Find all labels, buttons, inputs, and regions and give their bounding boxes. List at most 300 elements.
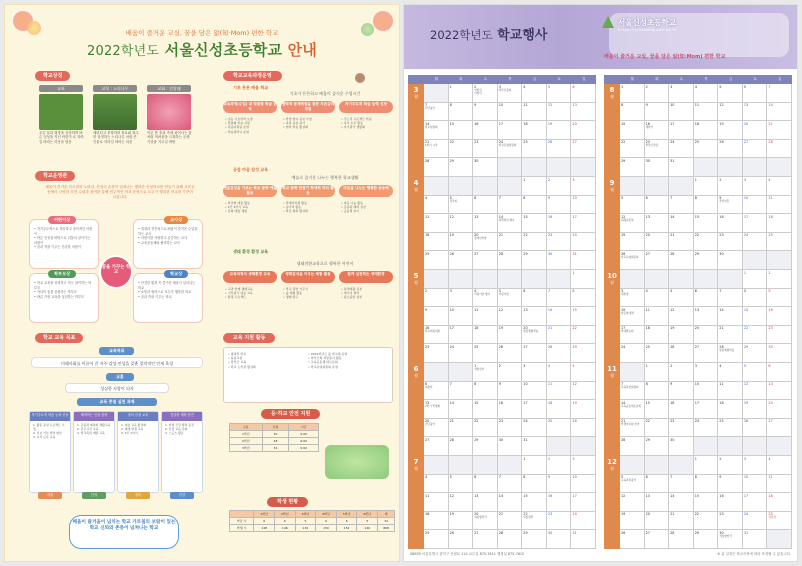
- weekday-label: 토: [557, 77, 561, 81]
- edu-banner: 교육과정의 생태환경 교육: [223, 271, 277, 283]
- month-grid: [424, 177, 596, 270]
- weekday-label: 수: [483, 77, 488, 81]
- calendar-day-cell: [522, 363, 547, 382]
- calendar-day-cell: [718, 530, 743, 549]
- symbol-desc: 세련되고 웅장하며 풍요와 장수를 상징하는 느티나무 처럼 큰 인물로 자라길 바라는 마음: [93, 131, 139, 144]
- calendar-day-cell: [694, 475, 722, 494]
- calendar-day-cell: [694, 530, 719, 549]
- edu-col-text: • 주도적 프로젝트 학습 • 독서 토론 활동 • 자기평가 생활화: [341, 117, 372, 130]
- calendar-day-cell: [743, 233, 768, 252]
- vision-header: 학교운영관: [35, 171, 75, 181]
- day-number: 31: [523, 437, 528, 442]
- calendar-day-cell: [743, 196, 768, 215]
- day-number: 14: [449, 400, 454, 405]
- calendar-day-cell: [449, 84, 477, 103]
- calendar-day-cell: [449, 475, 477, 494]
- month-grid: [620, 363, 792, 456]
- calendar-day-cell: [645, 177, 670, 196]
- day-number: 23: [547, 233, 553, 238]
- day-number: 25: [425, 530, 430, 535]
- month-label: 4 월: [408, 177, 424, 270]
- edu-banner: 협력적 문제해결을 통한 자존감의 경험: [281, 102, 335, 111]
- day-number: 21: [498, 512, 504, 517]
- day-number: 17: [572, 214, 577, 219]
- month-grid: [424, 363, 596, 456]
- day-number: 26: [449, 251, 454, 256]
- calendar-day-cell: [767, 289, 792, 308]
- calendar-day-cell: [767, 307, 792, 326]
- day-number: 6: [474, 475, 477, 480]
- calendar-day-cell: [694, 214, 719, 233]
- day-number: 4: [547, 363, 551, 368]
- day-number: 4: [768, 177, 771, 182]
- calendar-day-cell: [522, 344, 547, 363]
- day-number: 1: [621, 84, 624, 89]
- calendar-day-cell: [424, 363, 449, 382]
- day-number: 9: [498, 382, 501, 387]
- calendar-event: 교육공동체토론회: [621, 404, 642, 408]
- calendar-day-cell: [498, 307, 523, 326]
- edu-col-text: • 교과 연계 생태교육 • 기후위기 대응 교육 • 환경 프로젝트: [225, 287, 253, 300]
- calendar-event: 학교설명회: [425, 125, 438, 129]
- table-row: 1학년 30 9:00: [230, 431, 319, 438]
- calendar-school-name: 서울신성초등학교: [618, 18, 676, 27]
- calendar-day-cell: [522, 437, 547, 456]
- calendar-day-cell: [645, 530, 670, 549]
- day-number: 15: [474, 400, 479, 405]
- calendar-day-cell: [473, 456, 498, 475]
- calendar-day-cell: [547, 251, 572, 270]
- day-number: 6: [474, 196, 477, 201]
- calendar-day-cell: [473, 419, 498, 438]
- day-number: 22: [572, 326, 577, 331]
- day-number: 22: [474, 419, 479, 424]
- calendar-day-cell: [718, 512, 743, 531]
- day-number: 15: [572, 307, 577, 312]
- day-number: 10: [498, 103, 504, 108]
- day-number: 11: [719, 382, 724, 387]
- day-number: 23: [498, 419, 504, 424]
- title-suffix: 안내: [287, 41, 317, 59]
- calendar-day-cell: [718, 84, 743, 103]
- calendar-event: 추석연휴: [719, 200, 730, 204]
- day-number: 19: [719, 121, 724, 126]
- calendar-day-cell: [767, 158, 792, 177]
- calendar-event: 교육과정설명회: [621, 386, 639, 390]
- vision-intro: 배움이 즐거운 가르침의 노력과, 신성의 존중이 넘쳐나는 행복한 신성학교를 만들기 위해 교육공동체의 다양한 의견 수렴과 참여를 통해 민주적인 학교 운영으로 모두가 행복한 학교를 가꾸어 나갑니다.: [45, 185, 195, 199]
- day-number: 21: [670, 512, 675, 517]
- edu-banner: 마음을 나누는 행복한 공동체: [339, 185, 393, 197]
- calendar-day-cell: [424, 214, 449, 233]
- day-number: 27: [425, 437, 430, 442]
- tasks-header: 교육 중점 실천 과제: [77, 398, 157, 406]
- calendar-day-cell: [645, 289, 673, 308]
- calendar-day-cell: [669, 382, 694, 401]
- calendar-day-cell: [743, 493, 768, 512]
- calendar-day-cell: [449, 493, 474, 512]
- calendar-event: 어린이날 행사: [474, 293, 490, 297]
- day-number: 13: [572, 103, 577, 108]
- day-number: 7: [621, 382, 624, 387]
- day-number: 12: [670, 307, 675, 312]
- calendar-day-cell: [449, 103, 477, 122]
- calendar-day-cell: [547, 382, 572, 401]
- calendar-event: 학부모총회: [498, 88, 512, 92]
- day-number: 14: [719, 307, 724, 312]
- day-number: 25: [425, 251, 430, 256]
- day-number: 8: [694, 475, 697, 480]
- calendar-day-cell: [449, 140, 474, 159]
- day-number: 11: [768, 196, 773, 201]
- edu-banner: 함께 실천하는 생태환경: [339, 271, 393, 283]
- day-number: 22: [523, 233, 528, 238]
- month-grid: [620, 84, 792, 177]
- day-number: 8: [474, 382, 477, 387]
- calendar-event: 대체공휴일: [621, 218, 634, 222]
- day-number: 26: [498, 344, 504, 349]
- day-number: 29: [743, 344, 749, 349]
- calendar-day-cell: [449, 419, 474, 438]
- day-number: 24: [670, 140, 675, 145]
- calendar-column-left: [408, 75, 596, 549]
- day-number: 20: [768, 400, 773, 405]
- calendar-day-cell: [571, 270, 596, 289]
- day-number: 19: [621, 512, 626, 517]
- calendar-day-cell: [718, 270, 743, 289]
- calendar-day-cell: [498, 84, 526, 103]
- calendar-day-cell: [645, 437, 670, 456]
- day-number: 25: [719, 419, 724, 424]
- day-number: 7: [547, 289, 551, 294]
- calendar-event: 교육과정평가: [621, 479, 637, 483]
- day-number: 20: [645, 512, 650, 517]
- month-label: 3 월: [408, 84, 424, 177]
- day-number: 28: [621, 437, 626, 442]
- calendar-day-cell: [620, 512, 645, 531]
- calendar-day-cell: [620, 437, 645, 456]
- day-number: 22: [743, 326, 749, 331]
- calendar-day-cell: [620, 103, 645, 122]
- day-number: 1: [474, 363, 477, 368]
- weekday-label: 화: [459, 77, 463, 81]
- day-number: 30: [645, 158, 650, 163]
- community-item: • 학부모 교육: [228, 360, 247, 365]
- calendar-day-cell: [743, 326, 768, 345]
- day-number: 20: [474, 233, 479, 238]
- calendar-day-cell: [718, 326, 743, 345]
- calendar-event: 진단평가: [425, 107, 436, 111]
- calendar-day-cell: [669, 530, 694, 549]
- calendar-day-cell: [620, 419, 645, 438]
- day-number: 2: [670, 363, 673, 368]
- calendar-day-cell: [473, 233, 498, 252]
- edu-col-text: • 학생 참여 중심 수업 • 과정 중심 평가 • 협력 학습 활성화: [283, 117, 312, 130]
- calendar-event: 1학기 시작: [425, 144, 438, 148]
- day-number: 16: [547, 493, 553, 498]
- calendar-day-cell: [449, 382, 477, 401]
- day-number: 19: [498, 326, 504, 331]
- day-number: 29: [474, 437, 479, 442]
- day-number: 27: [474, 251, 479, 256]
- calendar-day-cell: [620, 493, 645, 512]
- calendar-day-cell: [498, 530, 523, 549]
- calendar-day-cell: [669, 400, 694, 419]
- calendar-day-cell: [571, 344, 596, 363]
- day-number: 1: [694, 177, 697, 182]
- day-number: 7: [670, 475, 673, 480]
- day-number: 2: [474, 84, 477, 89]
- day-number: 27: [474, 530, 479, 535]
- day-number: 28: [719, 344, 724, 349]
- day-number: 18: [425, 233, 430, 238]
- calendar-day-cell: [498, 475, 526, 494]
- calendar-day-cell: [424, 251, 449, 270]
- calendar-day-cell: [743, 270, 771, 289]
- calendar-day-cell: [522, 419, 547, 438]
- edu-sub-text: 생태전환교육으로 행복한 어린이: [296, 261, 354, 266]
- day-number: 26: [719, 140, 724, 145]
- day-number: 16: [474, 121, 479, 126]
- day-number: 28: [547, 344, 553, 349]
- day-number: 6: [572, 84, 575, 89]
- calendar-day-cell: [498, 121, 523, 140]
- calendar-day-cell: [424, 437, 449, 456]
- task-title: 건강한 체력 증진: [162, 412, 202, 421]
- calendar-event: 현장체험학습: [523, 330, 539, 334]
- calendar-day-cell: [767, 400, 792, 419]
- day-number: 18: [474, 326, 479, 331]
- day-number: 16: [645, 121, 650, 126]
- day-number: 8: [743, 289, 747, 294]
- day-number: 6: [694, 289, 697, 294]
- day-number: 17: [670, 121, 675, 126]
- calendar-day-cell: [669, 140, 694, 159]
- day-number: 21: [719, 326, 724, 331]
- day-number: 26: [621, 530, 626, 535]
- calendar-slogan: 배움이 즐거운 교실, 꿈을 담은 앎(知·Mom) 편한 학교: [604, 54, 726, 60]
- calendar-day-cell: [449, 437, 474, 456]
- day-number: 24: [449, 344, 454, 349]
- day-number: 8: [572, 289, 575, 294]
- calendar-day-cell: [620, 344, 645, 363]
- day-number: 21: [425, 140, 430, 145]
- calendar-day-cell: [424, 530, 449, 549]
- calendar-day-cell: [767, 419, 792, 438]
- day-number: 23: [425, 344, 430, 349]
- calendar-day-cell: [743, 512, 768, 531]
- calendar-day-cell: [620, 140, 645, 159]
- calendar-day-cell: [449, 512, 474, 531]
- day-number: 18: [694, 121, 700, 126]
- day-number: 12: [621, 493, 626, 498]
- calendar-day-cell: [718, 289, 743, 308]
- calendar-day-cell: [522, 456, 547, 475]
- day-number: 10: [621, 307, 626, 312]
- day-number: 12: [743, 382, 749, 387]
- day-number: 24: [743, 233, 749, 238]
- calendar-day-cell: [547, 344, 572, 363]
- day-number: 12: [621, 214, 626, 219]
- calendar-day-cell: [473, 196, 498, 215]
- calendar-day-cell: [669, 493, 694, 512]
- calendar-day-cell: [620, 196, 645, 215]
- day-number: 26: [621, 251, 626, 256]
- calendar-day-cell: [743, 251, 768, 270]
- calendar-day-cell: [473, 140, 498, 159]
- day-number: 16: [425, 326, 430, 331]
- day-number: 26: [670, 344, 675, 349]
- calendar-day-cell: [743, 289, 771, 308]
- day-number: 28: [498, 530, 504, 535]
- month-label: 12 월: [604, 456, 620, 549]
- calendar-day-cell: [522, 307, 547, 326]
- calendar-day-cell: [645, 456, 670, 475]
- calendar-day-cell: [571, 493, 596, 512]
- day-number: 9: [645, 103, 648, 108]
- calendar-day-cell: [743, 84, 771, 103]
- weekday-label: 금: [532, 77, 537, 81]
- calendar-day-cell: [645, 363, 673, 382]
- school-guide-panel: [4, 4, 400, 562]
- calendar-event: 현장체험학습: [719, 348, 735, 352]
- calendar-day-cell: [498, 270, 523, 289]
- calendar-day-cell: [669, 158, 694, 177]
- day-number: 1: [523, 177, 526, 182]
- calendar-day-cell: [645, 233, 670, 252]
- task-foot: 인성: [82, 492, 106, 499]
- calendar-day-cell: [620, 84, 645, 103]
- day-number: 13: [768, 382, 773, 387]
- day-number: 27: [645, 251, 650, 256]
- day-number: 11: [547, 382, 553, 387]
- calendar-day-cell: [767, 121, 792, 140]
- calendar-day-cell: [767, 196, 792, 215]
- table-header: 인원: [262, 424, 289, 431]
- day-number: 21: [621, 419, 626, 424]
- day-number: 30: [547, 530, 553, 535]
- calendar-day-cell: [547, 307, 572, 326]
- day-number: 24: [621, 344, 626, 349]
- day-number: 22: [621, 140, 626, 145]
- calendar-day-cell: [767, 326, 792, 345]
- day-number: 30: [498, 437, 504, 442]
- calendar-day-cell: [473, 493, 498, 512]
- day-number: 16: [670, 400, 675, 405]
- calendar-day-cell: [424, 84, 449, 103]
- day-number: 13: [645, 214, 650, 219]
- month-grid: [424, 84, 596, 177]
- table-row: 학급 수 6 6 5 6 6 5 34: [230, 518, 395, 525]
- calendar-day-cell: [645, 344, 670, 363]
- calendar-day-cell: [718, 196, 743, 215]
- edu-sub-title: 기초 튼튼 배움 학교: [233, 85, 269, 90]
- table-header: 구분: [230, 424, 263, 431]
- day-number: 24: [498, 140, 504, 145]
- day-number: 20: [425, 419, 430, 424]
- calendar-day-cell: [767, 233, 792, 252]
- day-number: 28: [425, 158, 430, 163]
- day-number: 23: [670, 419, 675, 424]
- day-number: 3: [743, 177, 747, 182]
- calendar-title-text: 학교행사: [497, 28, 548, 43]
- day-number: 5: [670, 289, 673, 294]
- task-card: [161, 411, 203, 497]
- day-number: 19: [743, 400, 749, 405]
- calendar-day-cell: [498, 363, 526, 382]
- vision-card-teacher: [133, 219, 203, 269]
- calendar-event: 여름방학식: [474, 516, 487, 520]
- calendar-day-cell: [694, 456, 722, 475]
- day-number: 10: [523, 382, 528, 387]
- day-number: 17: [498, 121, 504, 126]
- day-number: 29: [572, 344, 577, 349]
- task-title: 배려하는 인성 함양: [74, 412, 114, 421]
- calendar-day-cell: [547, 140, 572, 159]
- day-number: 12: [449, 214, 454, 219]
- calendar-day-cell: [424, 493, 449, 512]
- day-number: 29: [449, 158, 454, 163]
- calendar-day-cell: [571, 214, 596, 233]
- day-number: 17: [523, 400, 528, 405]
- day-number: 24: [572, 233, 577, 238]
- symbol-desc: 푸른 꿈과 희망을 상징하며 바른 심성을 지닌 어린이 로 자라길 바라는 마음을 담음: [39, 131, 84, 144]
- calendar-day-cell: [522, 103, 547, 122]
- calendar-day-cell: [547, 475, 572, 494]
- month-grid: [424, 456, 596, 549]
- calendar-day-cell: [424, 512, 449, 531]
- day-number: 25: [768, 233, 773, 238]
- day-number: 11: [645, 307, 650, 312]
- calendar-day-cell: [694, 196, 722, 215]
- calendar-day-cell: [645, 121, 670, 140]
- calendar-event: 어린이날: [498, 293, 509, 297]
- calendar-day-cell: [669, 475, 694, 494]
- calendar-day-cell: [718, 400, 743, 419]
- edu-banner: 교육과정(수업) 내 맞춤형 학습 운영: [223, 102, 277, 111]
- day-number: 5: [719, 84, 722, 89]
- title-year: 2022학년도: [87, 44, 160, 59]
- calendar-footer: 08839 서울특별시 관악구 신림로 114 교무실 875-7611 행정실 875-7615: [410, 552, 525, 556]
- day-number: 17: [572, 493, 577, 498]
- calendar-day-cell: [571, 456, 596, 475]
- calendar-day-cell: [473, 344, 498, 363]
- day-number: 29: [645, 437, 650, 442]
- calendar-day-cell: [694, 233, 719, 252]
- card-title: 학부모상: [48, 270, 76, 278]
- calendar-day-cell: [473, 363, 498, 382]
- table-header: 시간: [289, 424, 319, 431]
- calendar-event: 한글날대체: [621, 311, 634, 315]
- day-number: 19: [572, 400, 577, 405]
- day-number: 8: [449, 103, 452, 108]
- day-number: 10: [572, 196, 577, 201]
- day-number: 5: [621, 196, 624, 201]
- day-number: 12: [449, 493, 454, 498]
- calendar-day-cell: [522, 233, 547, 252]
- day-number: 4: [694, 84, 697, 89]
- day-number: 3: [572, 456, 575, 461]
- calendar-day-cell: [743, 307, 768, 326]
- day-number: 25: [474, 344, 479, 349]
- calendar-day-cell: [620, 251, 645, 270]
- symbol-label: 교표: [39, 85, 83, 92]
- day-number: 29: [694, 251, 700, 256]
- task-foot: 창의: [126, 492, 150, 499]
- day-number: 21: [670, 233, 675, 238]
- day-number: 4: [768, 456, 771, 461]
- day-number: 7: [425, 103, 428, 108]
- calendar-event: 학교체육대회: [425, 330, 441, 334]
